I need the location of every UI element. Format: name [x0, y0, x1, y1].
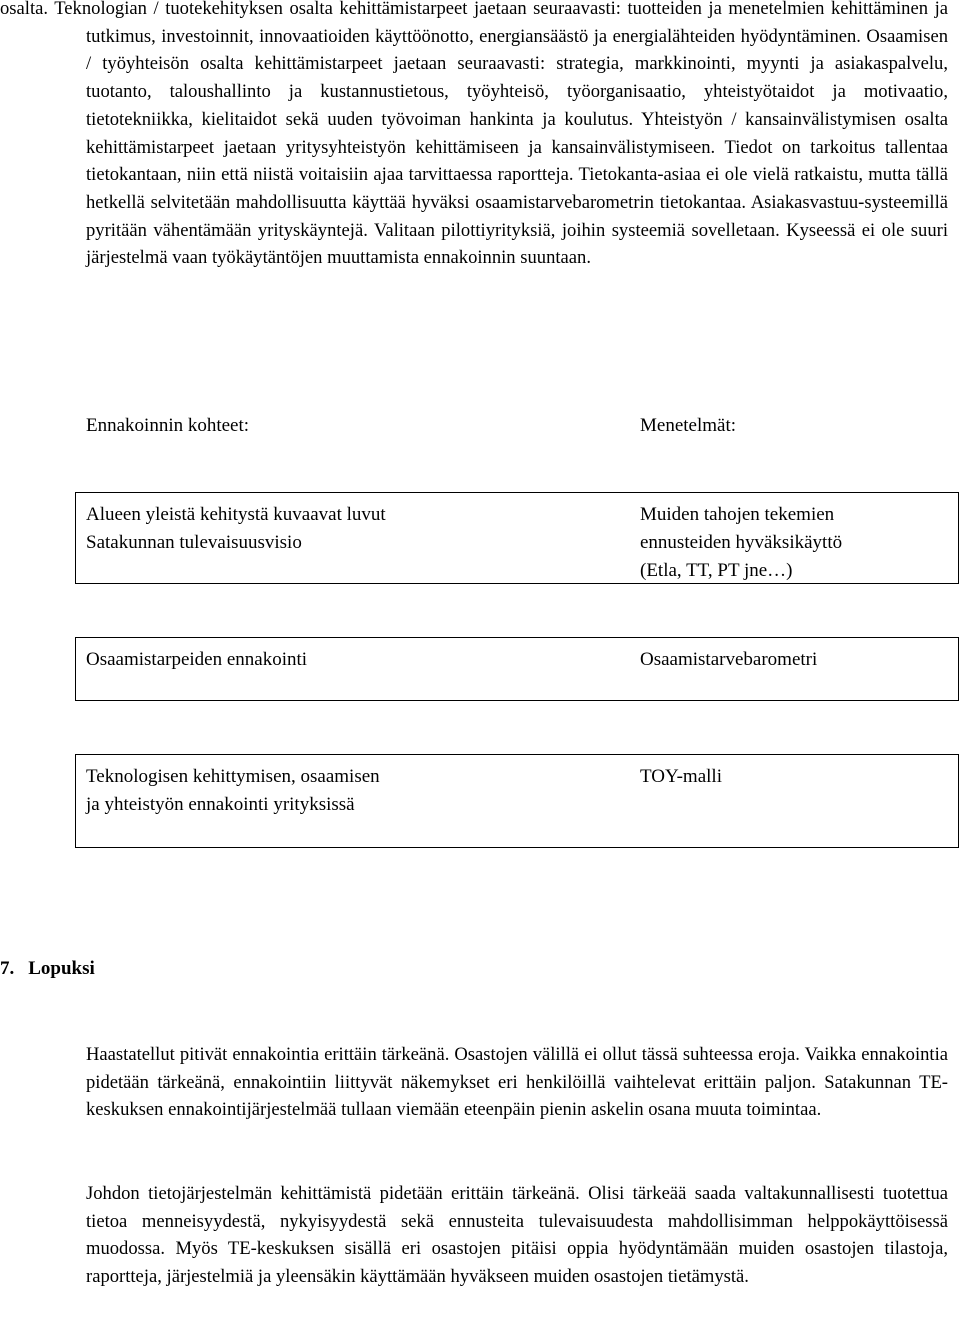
- table-row: [75, 637, 959, 701]
- table-row-target: Osaamistarpeiden ennakointi: [86, 649, 308, 670]
- intro-body: Teknologian / tuotekehityksen osalta kehittämistarpeet jaetaan seuraavasti: tuotteiden ja menetelmien kehittäminen ja tutkimus, investoinnit, innovaatioiden käyttöönotto, energiansäästö ja energialähteiden hyödyntäminen. Osaamisen / työyhteisön osalta kehittämistarpeet jaetaan seuraavasti: strategia, markkinointi, myynti ja asiakaspalvelu, tuotanto, taloushallinto ja kustannustietous, työyhteisö, työorganisaatio, yhteistyötaidot ja motivaatio, tietotekniikka, kielitaidot sekä uuden työvoiman hankinta ja koulutus. Yhteistyön / kansainvälistymisen osalta kehittämistarpeet jaetaan yritysyhteistyön kehittämiseen ja kansainvälistymiseen. Tiedot on tarkoitus tallentaa tietokantaan, niin että niistä voitaisiin ajaa tarvittaessa raportteja. Tietokanta-asiaa ei ole vielä ratkaistu, mutta tällä hetkellä selvitetään mahdollisuutta käyttää hyväksi osaamistarvebarometrin tietokantaa. Asiakasvastuu-systeemillä pyritään vähentämään yrityskäyntejä. Valitaan pilottiyrityksiä, joihin systeemiä sovelletaan. Kyseessä ei ole suuri järjestelmä vaan työkäytäntöjen muuttamista ennakoinnin suuntaan.: [54, 0, 949, 269]
- closing-paragraph: Johdon tietojärjestelmän kehittämistä pidetään erittäin tärkeänä. Olisi tärkeää saada valtakunnallisesti tuotettua tietoa menneisyydestä, nykyisyydestä sekä ennusteita tulevaisuudesta mahdollisimman helppokäyttöisessä muodossa. Myös TE-keskuksen sisällä eri osastojen pitäisi oppia hyödyntämään muiden osastojen tilastoja, raportteja, järjestelmiä ja yleensäkin käyttämään hyväkseen muiden osastojen tietämystä.: [86, 1183, 948, 1288]
- table-left-header: Ennakoinnin kohteet:: [86, 415, 250, 436]
- table-row: [75, 754, 959, 848]
- table-row-target: Teknologisen kehittymisen, osaamisen ja yhteistyön ennakointi yrityksissä: [86, 766, 380, 815]
- intro-lead-fragment: osalta.: [0, 0, 49, 19]
- section-heading: [0, 957, 95, 981]
- table-row-method: Muiden tahojen tekemien ennusteiden hyväksikäyttö (Etla, TT, PT jne…): [640, 504, 843, 581]
- table-row-method: TOY-malli: [640, 766, 722, 787]
- section-title: Lopuksi: [28, 958, 95, 979]
- table-row-target: Alueen yleistä kehitystä kuvaavat luvut Satakunnan tulevaisuusvisio: [86, 504, 386, 553]
- closing-paragraph: Haastatellut pitivät ennakointia erittäin tärkeänä. Osastojen välillä ei ollut tässä suhteessa eroja. Vaikka ennakointia pidetään tärkeänä, ennakointiin liittyvät näkemykset eri henkilöillä vaihtelevat erittäin paljon. Satakunnan TE-keskuksen ennakointijärjestelmää tullaan viemään eteenpäin pienin askelin osana muuta toimintaa.: [86, 1044, 948, 1121]
- intro-paragraph: [0, 0, 949, 272]
- table-row-method: Osaamistarvebarometri: [640, 649, 818, 670]
- table-row: [75, 492, 959, 584]
- table-right-header: Menetelmät:: [640, 415, 737, 436]
- section-number: 7.: [0, 958, 15, 979]
